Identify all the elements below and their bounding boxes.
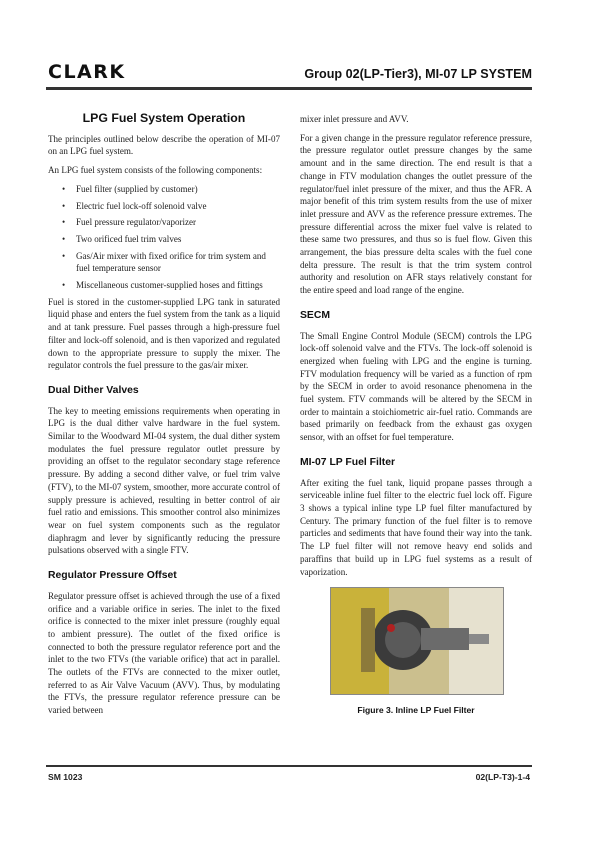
- list-item: • Miscellaneous customer-supplied hoses and fittings: [76, 279, 280, 292]
- fuel-filter-photo: [330, 587, 504, 695]
- fuel-storage-paragraph: Fuel is stored in the customer-supplied LPG tank in saturated liquid phase and enters the fuel system from the tank as a liquid and at tank pressure. Fuel passes through a high-pressure fuel filter and lock-off solenoid, and is then vaporized and regulated down to the appropriate pressure to supply the mixer. The regulator controls the fuel pressure to the gas/air mixer.: [48, 296, 280, 371]
- regulator-offset-paragraph: Regulator pressure offset is achieved through the use of a fixed orifice and a variable orifice in series. The inlet to the fixed orifice is connected to the mixer inlet pressure (roughly equal to ambient pressure). The outlet of the fixed orifice is connected to both the pressure regulator reference port and the inlet to the two FTVs (the variable orifice) that act in parallel. The outlets of the FTVs are connected to the mixer outlet, referred to as Air Valve Vacuum (AVV). Thus, by modulating the FTVs, the pressure regulator reference pressure can be varied between: [48, 590, 280, 716]
- left-column: [48, 110, 280, 723]
- list-item: • Fuel pressure regulator/vaporizer: [76, 216, 280, 229]
- figure-caption: Figure 3. Inline LP Fuel Filter: [357, 705, 475, 716]
- fuel-filter-paragraph: After exiting the fuel tank, liquid propane passes through a serviceable inline fuel filter to the electric fuel lock off. Figure 3 shows a typical inline type LP fuel filter manufactured by Century. The primary function of the fuel filter is to remove particles and sediments that have found their way into the tank. The LP fuel filter will not remove heavy end solids and paraffins that build up in LPG fuel systems as a result of vaporization.: [300, 477, 532, 577]
- page-number: 02(LP-T3)-1-4: [475, 772, 530, 782]
- intro-paragraph: The principles outlined below describe the operation of MI-07 on an LPG fuel system.: [48, 133, 280, 157]
- list-item: • Fuel filter (supplied by customer): [76, 183, 280, 196]
- clark-logo: CLARK: [48, 61, 126, 83]
- list-item: • Electric fuel lock-off solenoid valve: [76, 200, 280, 213]
- section-title: LPG Fuel System Operation: [82, 111, 246, 125]
- right-column: [300, 113, 532, 717]
- fuel-filter-heading: MI-07 LP Fuel Filter: [300, 456, 396, 468]
- fuel-filter-illustration: [331, 588, 503, 694]
- trim-system-paragraph: For a given change in the pressure regulator reference pressure, the pressure regulator outlet pressure changes by the same amount and in the same direction. The end result is that a change in FTV modulation changes the outlet pressure of the regulator/fuel inlet pressure of the mixer, and thus the AFR. A major benefit of this trim system results from the use of mixer inlet pressure and AVV as the reference pressure extremes. The pressure differential across the mixer fuel valve is related to these same two pressures, and thus so is fuel flow. Given this arrangement, the bias pressure delta scales with the fuel cone delta pressure. The result is that the trim system control authority and resolution on AFR stays relatively constant for the entire speed and load range of the engine.: [300, 132, 532, 296]
- secm-paragraph: The Small Engine Control Module (SECM) controls the LPG lock-off solenoid valve and the FTVs. The lock-off solenoid is energized when fueling with LPG and the engine is turning. FTV modulation frequency will be varied as a function of rpm by the SECM in order to avoid resonance phenomena in the fuel system. FTV commands will be altered by the SECM in order to maintain a stoichiometric air-fuel ratio. Commands are based primarily on feedback from the exhaust gas oxygen sensor, with an offset for fuel temperature.: [300, 330, 532, 443]
- footer-rule: [46, 765, 532, 767]
- components-intro: An LPG fuel system consists of the following components:: [48, 165, 263, 176]
- regulator-offset-heading: Regulator Pressure Offset: [48, 570, 177, 582]
- secm-heading: SECM: [300, 309, 331, 321]
- continued-paragraph: mixer inlet pressure and AVV.: [300, 114, 409, 124]
- group-title: Group 02(LP-Tier3), MI-07 LP SYSTEM: [304, 67, 532, 81]
- manual-number: SM 1023: [48, 772, 83, 782]
- components-list: [48, 183, 280, 292]
- header-rule: [46, 87, 532, 90]
- dual-dither-paragraph: The key to meeting emissions requirements when operating in LPG is the dual dither valve hardware in the fuel system. Similar to the Woodward MI-04 system, the dual dither system modulates the fuel pressure regulator outlet pressure by providing an offset to the regulator secondary stage reference pressure. By adding a second dither valve, or fuel trim valve (FTV), to the MI-07 system, smoother, more accurate control of supply pressure is achieved, resulting in better control of air fuel ratio and emissions. This smoother control also minimizes wear on fuel system components such as the regulator diaphragm and lever by significantly reducing the pressure pulsations observed with a single FTV.: [48, 405, 280, 556]
- list-item: • Two orificed fuel trim valves: [76, 233, 280, 246]
- dual-dither-heading: Dual Dither Valves: [48, 384, 139, 396]
- list-item: • Gas/Air mixer with fixed orifice for trim system and fuel temperature sensor: [76, 250, 280, 275]
